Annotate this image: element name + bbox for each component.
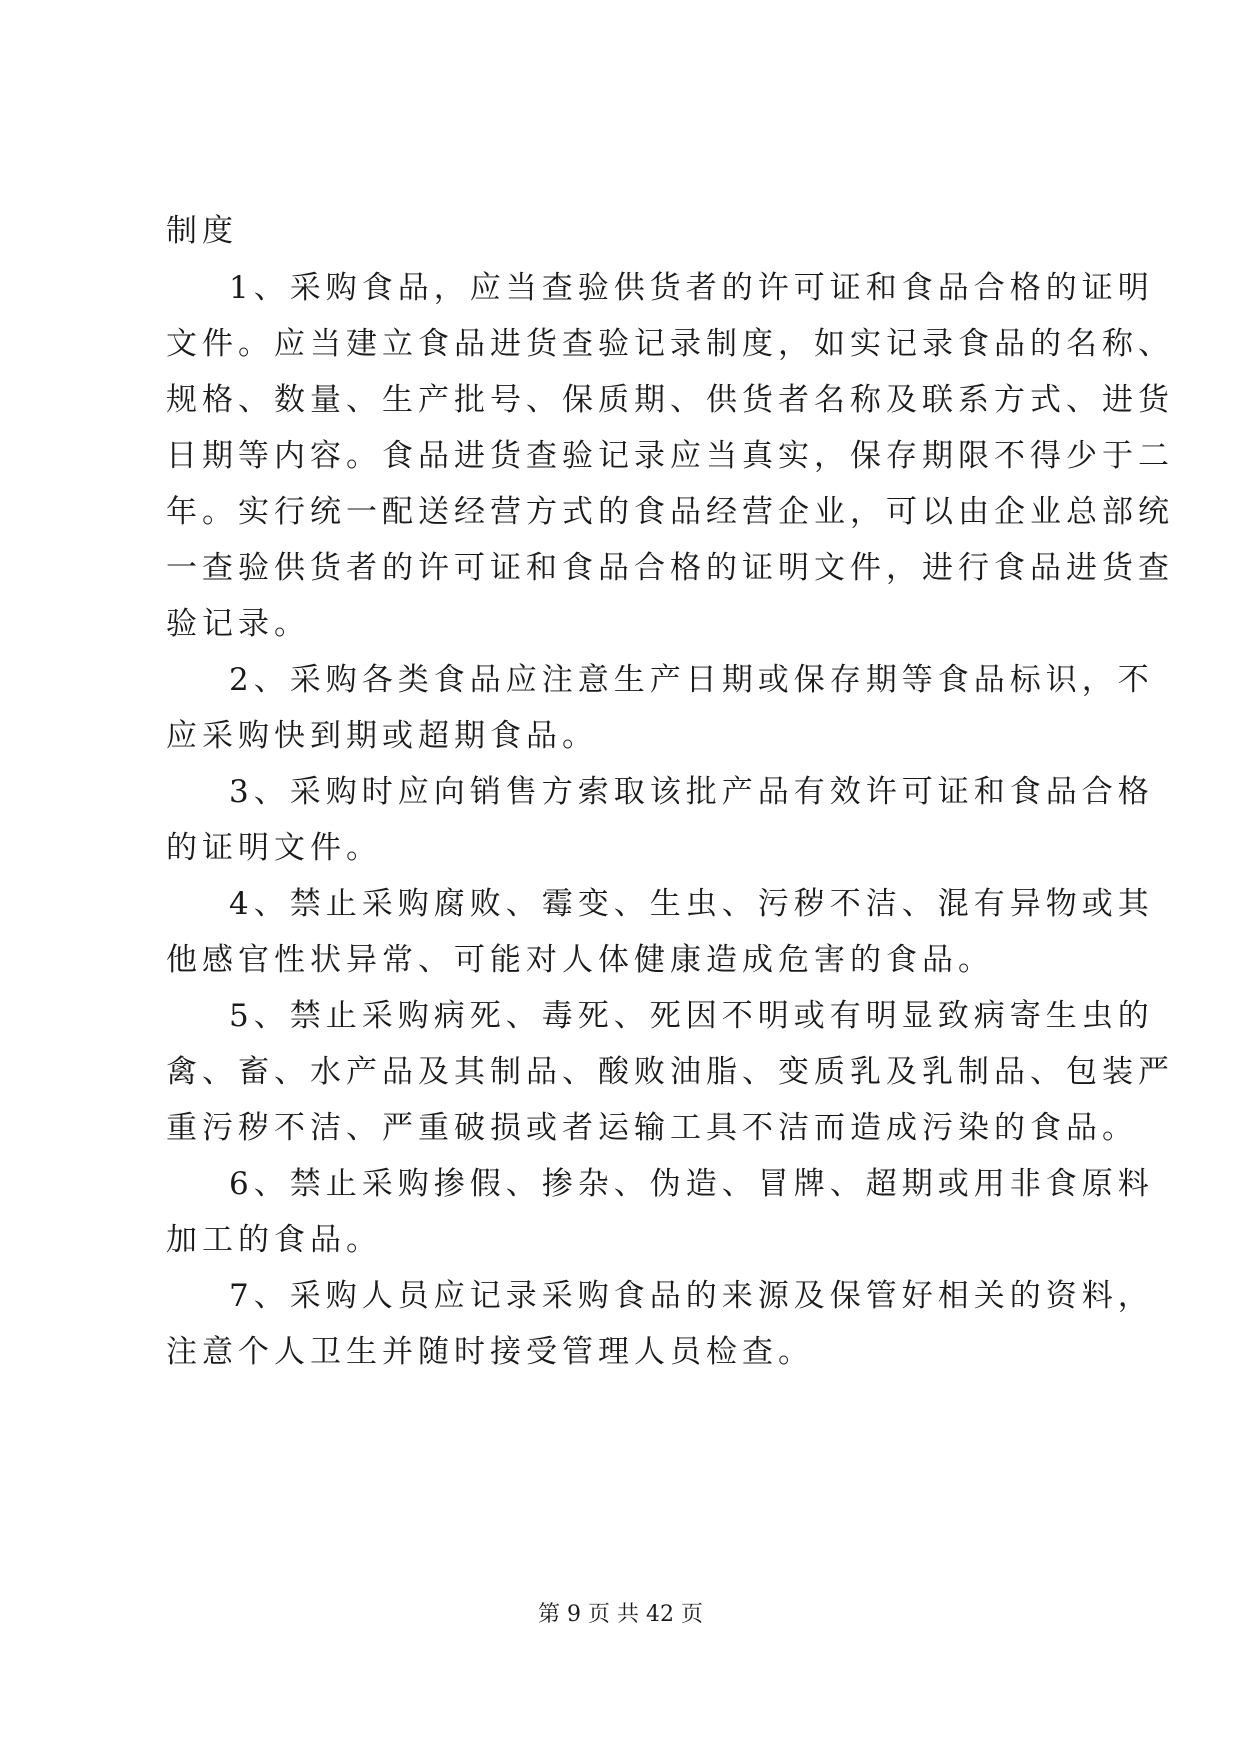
paragraph-4-line-2: 他感官性状异常、可能对人体健康造成危害的食品。 (166, 942, 994, 978)
paragraph-6-line-1: 6、禁止采购掺假、掺杂、伪造、冒牌、超期或用非食原料 (229, 1166, 1154, 1202)
paragraph-1-line-4: 日期等内容。食品进货查验记录应当真实，保存期限不得少于二 (166, 438, 1174, 474)
paragraph-7-line-1: 7、采购人员应记录采购食品的来源及保管好相关的资料， (229, 1278, 1154, 1314)
paragraph-2-line-1: 2、采购各类食品应注意生产日期或保存期等食品标识，不 (229, 662, 1154, 698)
paragraph-6-line-2: 加工的食品。 (166, 1222, 382, 1258)
paragraph-1-line-1: 1、采购食品，应当查验供货者的许可证和食品合格的证明 (229, 270, 1154, 306)
paragraph-1-line-2: 文件。应当建立食品进货查验记录制度，如实记录食品的名称、 (166, 326, 1174, 362)
paragraph-4-line-1: 4、禁止采购腐败、霉变、生虫、污秽不洁、混有异物或其 (229, 886, 1154, 922)
heading-text: 制度 (166, 213, 238, 249)
paragraph-2-line-2: 应采购快到期或超期食品。 (166, 718, 598, 754)
paragraph-5-line-2: 禽、畜、水产品及其制品、酸败油脂、变质乳及乳制品、包装严 (166, 1054, 1174, 1090)
paragraph-3-line-1: 3、采购时应向销售方索取该批产品有效许可证和食品合格 (229, 774, 1154, 810)
page-number-footer: 第 9 页 共 42 页 (538, 1602, 703, 1627)
paragraph-5-line-1: 5、禁止采购病死、毒死、死因不明或有明显致病寄生虫的 (229, 998, 1154, 1034)
paragraph-1-line-3: 规格、数量、生产批号、保质期、供货者名称及联系方式、进货 (166, 382, 1174, 418)
paragraph-7-line-2: 注意个人卫生并随时接受管理人员检查。 (166, 1334, 814, 1370)
paragraph-1-line-7: 验记录。 (166, 606, 310, 642)
paragraph-1-line-5: 年。实行统一配送经营方式的食品经营企业，可以由企业总部统 (166, 494, 1174, 530)
paragraph-3-line-2: 的证明文件。 (166, 830, 382, 866)
paragraph-5-line-3: 重污秽不洁、严重破损或者运输工具不洁而造成污染的食品。 (166, 1110, 1138, 1146)
paragraph-1-line-6: 一查验供货者的许可证和食品合格的证明文件，进行食品进货查 (166, 550, 1174, 586)
